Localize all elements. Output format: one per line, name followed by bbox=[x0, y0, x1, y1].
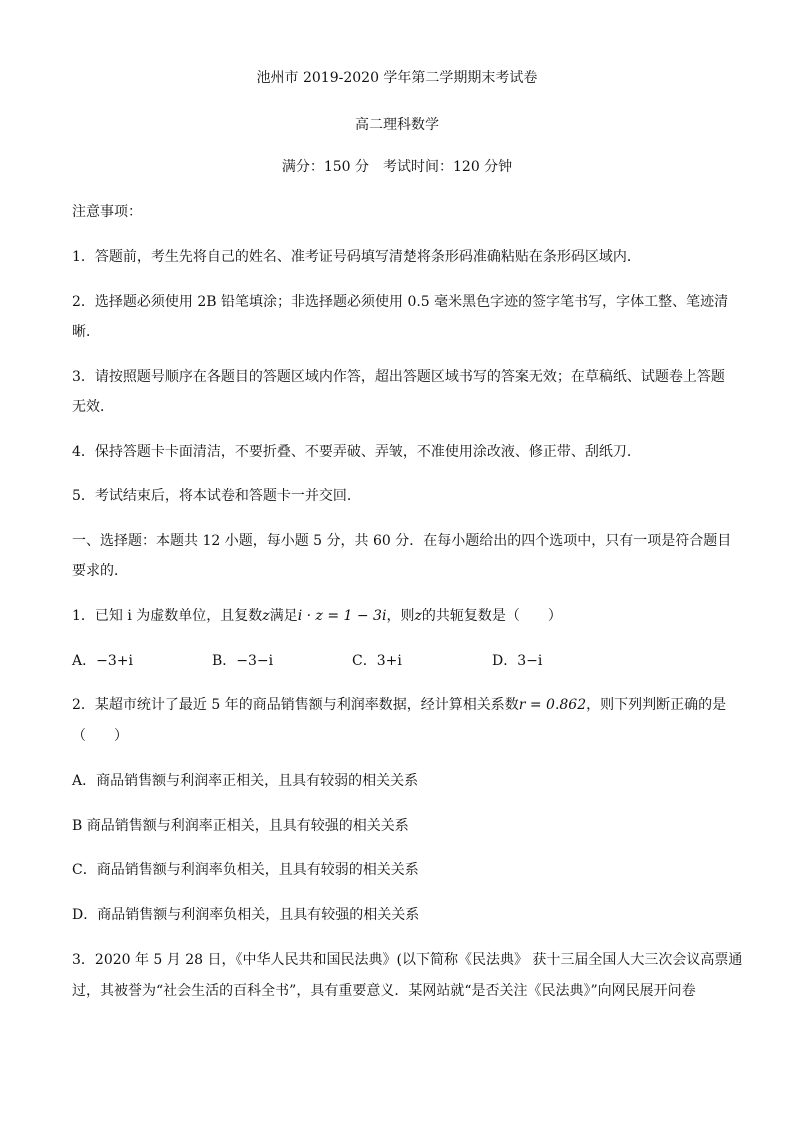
question-1-formula: i · z = 1 − 3i bbox=[297, 608, 387, 624]
exam-title: 池州市 2019-2020 学年第二学期期末考试卷 bbox=[256, 70, 538, 86]
question-2-formula: r = 0.862 bbox=[518, 697, 587, 713]
exam-subject: 高二理科数学 bbox=[355, 117, 439, 133]
section-1-instructions-line-2: 要求的． bbox=[72, 563, 128, 579]
question-2-option-a: A．商品销售额与利润率正相关，且具有较弱的相关关系 bbox=[72, 773, 419, 789]
question-3-stem-line-2: 过，其被誉为“社会生活的百科全书”，具有重要意义．某网站就“是否关注《民法典》”向网民展开问卷 bbox=[72, 983, 696, 999]
question-2-stem bbox=[72, 695, 727, 715]
question-1-stem-part-d: 的共轭复数是（ ） bbox=[421, 608, 562, 624]
question-2-stem-part-a: 2．某超市统计了最近 5 年的商品销售额与利润率数据，经计算相关系数 bbox=[72, 697, 519, 713]
note-item-2-line-1: 2．选择题必须使用 2B 铅笔填涂；非选择题必须使用 0.5 毫米黑色字迹的签字笔书写，字体工整、笔迹清 bbox=[72, 294, 729, 310]
question-1-variable-z: z bbox=[262, 608, 270, 624]
section-1-instructions-line-1: 一、选择题：本题共 12 小题，每小题 5 分，共 60 分．在每小题给出的四个选项中，只有一项是符合题目 bbox=[72, 533, 732, 549]
question-1-option-a: A．−3+i bbox=[72, 653, 133, 669]
question-3-stem-line-1: 3．2020 年 5 月 28 日，《中华人民共和国民法典》(以下简称《民法典》 获十三届全国人大三次会议高票通 bbox=[72, 952, 743, 968]
question-1-option-b: B．−3−i bbox=[212, 653, 274, 669]
note-item-5: 5．考试结束后，将本试卷和答题卡一并交回． bbox=[72, 488, 361, 504]
notes-heading: 注意事项： bbox=[72, 204, 142, 220]
question-2-stem-line-2: （ ） bbox=[72, 728, 128, 744]
question-1-stem-part-c: ，则 bbox=[386, 608, 415, 624]
question-1-stem bbox=[72, 606, 722, 626]
question-2-stem-part-b: ，则下列判断正确的是 bbox=[586, 697, 727, 713]
question-1-stem-part-a: 1．已知 i 为虚数单位，且复数 bbox=[72, 608, 263, 624]
note-item-2-line-2: 晰． bbox=[72, 324, 100, 340]
note-item-1: 1．答题前，考生先将自己的姓名、准考证号码填写清楚将条形码准确粘贴在条形码区域内． bbox=[72, 249, 641, 265]
question-1-option-d: D．3−i bbox=[492, 653, 543, 669]
score-and-time: 满分：150 分 考试时间：120 分钟 bbox=[281, 159, 513, 175]
question-1-option-c: C．3+i bbox=[352, 653, 402, 669]
question-1-variable-z-2: z bbox=[414, 608, 422, 624]
question-2-option-c: C．商品销售额与利润率负相关，且具有较弱的相关关系 bbox=[72, 862, 419, 878]
note-item-4: 4．保持答题卡卡面清洁，不要折叠、不要弄破、弄皱，不准使用涂改液、修正带、刮纸刀． bbox=[72, 444, 641, 460]
question-2-option-b: B 商品销售额与利润率正相关，且具有较强的相关关系 bbox=[72, 818, 409, 834]
question-1-stem-part-b: 满足 bbox=[269, 608, 298, 624]
note-item-3-line-2: 无效． bbox=[72, 399, 114, 415]
note-item-3-line-1: 3．请按照题号顺序在各题目的答题区域内作答，超出答题区域书写的答案无效；在草稿纸、试题卷上答题 bbox=[72, 369, 725, 385]
question-2-option-d: D．商品销售额与利润率负相关，且具有较强的相关关系 bbox=[72, 907, 420, 923]
